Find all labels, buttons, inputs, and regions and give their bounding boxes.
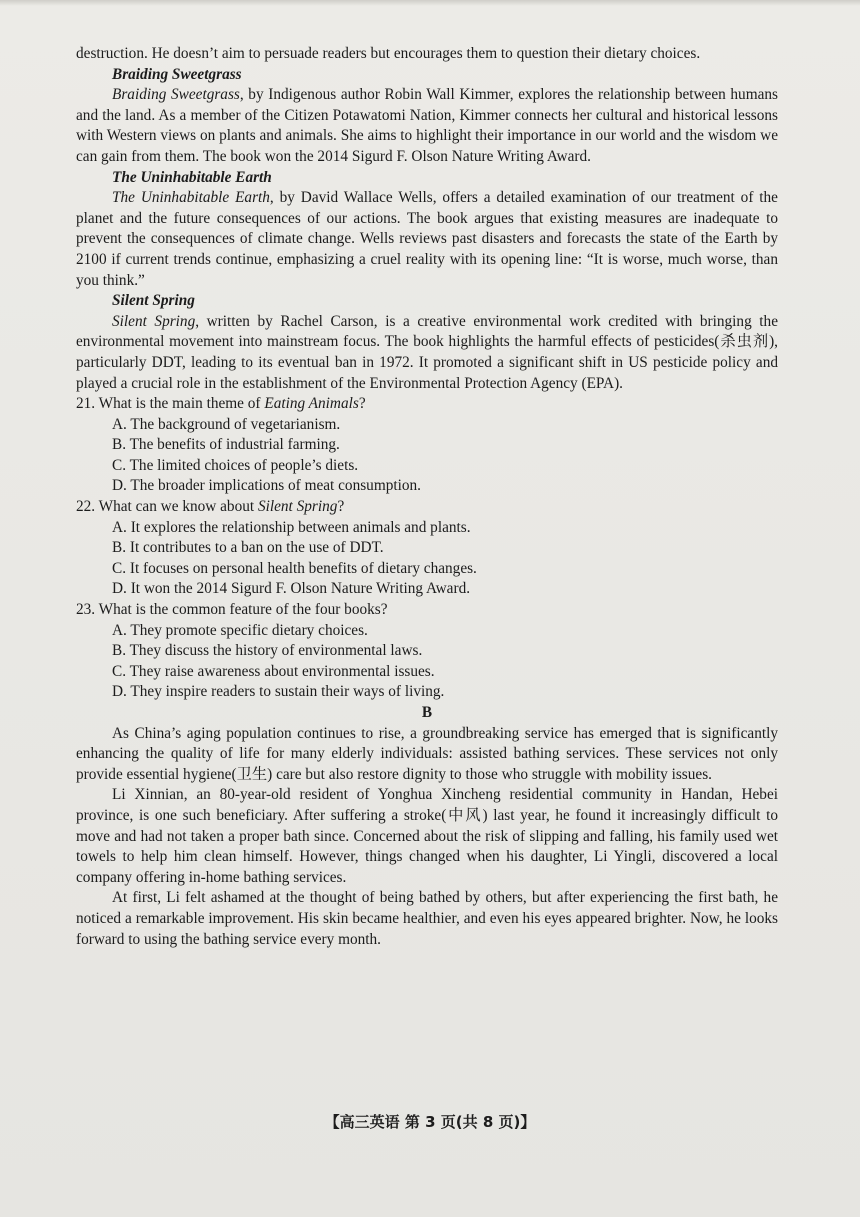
option-b[interactable]: B. It contributes to a ban on the use of DDT. (112, 539, 384, 557)
option-c[interactable]: C. It focuses on personal health benefits of dietary changes. (112, 559, 477, 577)
book-paragraph (76, 188, 778, 291)
book-heading: The Uninhabitable Earth (112, 168, 272, 186)
page-footer: 【高三英语 第 3 页(共 8 页)】 (324, 1113, 536, 1131)
book-paragraph (76, 85, 778, 167)
book-silent-spring (76, 291, 778, 394)
page-top-edge (0, 0, 860, 6)
question-stem-title: Eating Animals (264, 395, 359, 413)
book-text: , by David Wallace Wells, offers a detailed examination of our treatment of the planet and the future consequences of our actions. The book argues that existing measures are inadequate to prevent the consequences of climate change. Wells reviews past disasters and forecasts the state of the Earth by 2100 if current trends continue, emphasizing a cruel reality with its opening line: “It is worse, much worse, than you think.” (76, 189, 778, 289)
option-b[interactable]: B. The benefits of industrial farming. (112, 436, 340, 454)
book-text: , written by Rachel Carson, is a creative environmental work credited with bringing the environmental movement into mainstream focus. The book highlights the harmful effects of pesticides(杀虫剂), particularly DDT, leading to its eventual ban in 1972. It promoted a significant shift in US pesticide policy and played a crucial role in the establishment of the Environmental Protection Agency (EPA). (76, 312, 778, 392)
section-b-paragraph: Li Xinnian, an 80-year-old resident of Yonghua Xincheng residential community in Handan, Hebei province, is one such beneficiary. After suffering a stroke(中风) last year, he found it increasingly difficult to move and had not taken a proper bath since. Concerned about the risk of slipping and falling, his family used wet towels to help him clean himself. However, things changed when his daughter, Li Yingli, discovered a local company offering in-home bathing services. (76, 786, 778, 886)
question-stem-title: Silent Spring (257, 498, 338, 516)
intro-paragraph: destruction. He doesn’t aim to persuade readers but encourages them to question their dietary choices. (76, 45, 701, 62)
option-d[interactable]: D. It won the 2014 Sigurd F. Olson Nature Writing Award. (112, 580, 471, 598)
question-22 (76, 497, 778, 600)
option-c[interactable]: C. They raise awareness about environmental issues. (112, 662, 435, 680)
question-23 (76, 600, 778, 703)
question-stem-text: 21. What is the main theme of (76, 395, 265, 413)
question-21 (76, 394, 778, 497)
question-stem-end: ? (337, 498, 345, 516)
page-content (76, 44, 778, 950)
section-b-paragraph: At first, Li felt ashamed at the thought of being bathed by others, but after experiencing the first bath, he noticed a remarkable improvement. His skin became healthier, and even his eyes appeared brighter. Now, he looks forward to using the bathing service every month. (76, 889, 778, 948)
question-stem-end: ? (358, 395, 366, 413)
question-stem (76, 394, 778, 415)
book-paragraph (76, 312, 778, 394)
book-title: Braiding Sweetgrass (112, 86, 240, 104)
book-uninhabitable-earth (76, 168, 778, 292)
option-a[interactable]: A. The background of vegetarianism. (112, 415, 341, 433)
option-a[interactable]: A. It explores the relationship between animals and plants. (112, 518, 471, 536)
book-heading: Braiding Sweetgrass (112, 65, 242, 83)
book-title: The Uninhabitable Earth (112, 189, 270, 207)
question-stem (76, 497, 778, 518)
section-b-paragraph: As China’s aging population continues to rise, a groundbreaking service has emerged that is significantly enhancing the quality of life for many elderly individuals: assisted bathing services. These services not only provide essential hygiene(卫生) care but also restore dignity to those who struggle with mobility issues. (76, 724, 778, 783)
option-c[interactable]: C. The limited choices of people’s diets. (112, 456, 359, 474)
book-text: , by Indigenous author Robin Wall Kimmer, explores the relationship between humans and the land. As a member of the Citizen Potawatomi Nation, Kimmer connects her cultural and historical lessons with Western views on plants and animals. She aims to highlight their importance in our world and the wisdom we can gain from them. The book won the 2014 Sigurd F. Olson Nature Writing Award. (76, 86, 778, 165)
section-b-heading: B (421, 704, 433, 721)
book-braiding-sweetgrass (76, 65, 778, 168)
option-d[interactable]: D. The broader implications of meat consumption. (112, 477, 421, 495)
option-b[interactable]: B. They discuss the history of environmental laws. (112, 642, 423, 660)
option-d[interactable]: D. They inspire readers to sustain their ways of living. (112, 683, 445, 701)
book-title: Silent Spring (112, 312, 196, 330)
book-heading: Silent Spring (112, 292, 195, 310)
question-stem-text: 23. What is the common feature of the four books? (76, 601, 388, 619)
question-stem (76, 600, 778, 621)
option-a[interactable]: A. They promote specific dietary choices. (112, 621, 368, 639)
question-stem-text: 22. What can we know about (76, 498, 258, 516)
